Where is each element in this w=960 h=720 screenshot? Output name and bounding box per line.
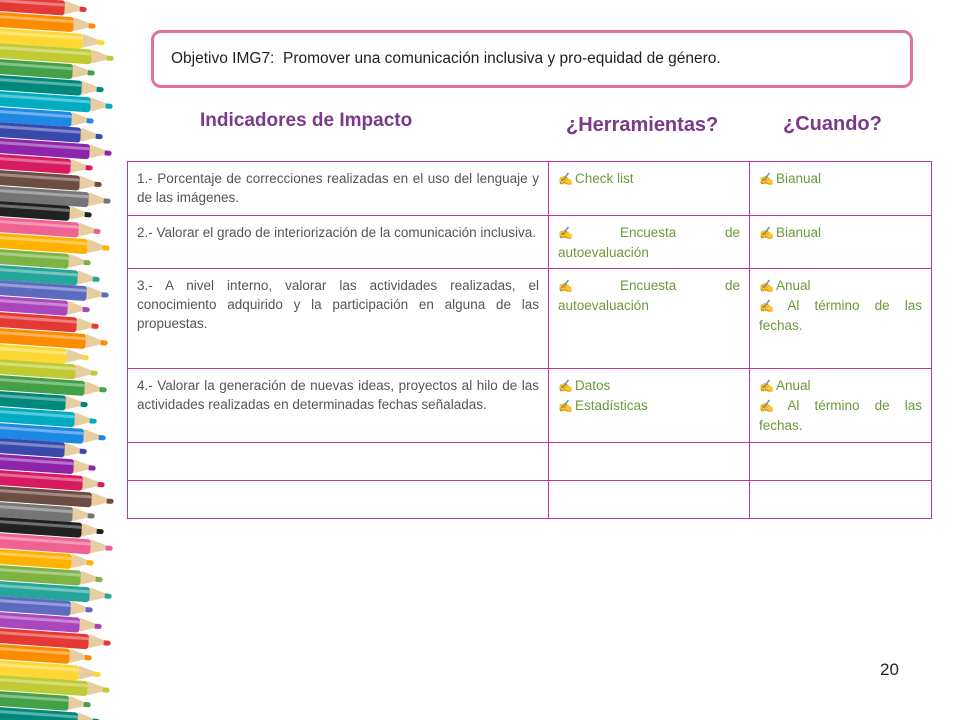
list-item: ✍ Anual: [759, 278, 811, 293]
indicator-cell: 1.- Porcentaje de correcciones realizadas en el uso del lenguaje y de las imágenes.: [128, 162, 549, 216]
writing-hand-icon: ✍: [759, 172, 774, 186]
when-cell: [750, 369, 932, 443]
objective-box: [151, 30, 913, 88]
empty-cell: [750, 443, 932, 481]
heading-indicadores: Indicadores de Impacto: [200, 110, 413, 131]
writing-hand-icon: ✍: [558, 172, 573, 186]
tool-cell: [549, 369, 750, 443]
list-item: ✍ Bianual: [759, 171, 821, 186]
empty-cell: [549, 443, 750, 481]
writing-hand-icon: ✍: [558, 399, 573, 413]
empty-table-row: [128, 443, 932, 481]
list-item: ✍ Estadísticas: [558, 398, 648, 413]
empty-cell: [128, 481, 549, 519]
list-item: ✍ Al término de las fechas.: [759, 298, 922, 333]
colored-pencils-decoration: [0, 0, 140, 720]
table-row: [128, 269, 932, 369]
indicator-cell: 2.- Valorar el grado de interiorización de la comunicación inclusiva.: [128, 216, 549, 269]
when-cell: [750, 216, 932, 269]
list-item: ✍ Encuesta de autoevaluación: [558, 278, 740, 313]
writing-hand-icon: ✍: [558, 279, 618, 293]
page-number: 20: [880, 660, 899, 679]
table-row: [128, 216, 932, 269]
empty-cell: [549, 481, 750, 519]
empty-cell: [750, 481, 932, 519]
writing-hand-icon: ✍: [759, 226, 774, 240]
heading-cuando: ¿Cuando?: [783, 113, 882, 135]
when-cell: [750, 162, 932, 216]
objective-label: Objetivo IMG7:: [171, 50, 275, 67]
tool-cell: [549, 216, 750, 269]
list-item: ✍ Encuesta de autoevaluación: [558, 225, 740, 260]
writing-hand-icon: ✍: [558, 379, 573, 393]
writing-hand-icon: ✍: [759, 399, 786, 413]
tool-cell: [549, 162, 750, 216]
list-item: ✍ Check list: [558, 171, 634, 186]
heading-herramientas: ¿Herramientas?: [566, 114, 719, 136]
writing-hand-icon: ✍: [558, 226, 618, 240]
empty-cell: [128, 443, 549, 481]
table-row: [128, 162, 932, 216]
tool-cell: [549, 269, 750, 369]
writing-hand-icon: ✍: [759, 379, 774, 393]
indicator-cell: 4.- Valorar la generación de nuevas ideas, proyectos al hilo de las actividades realizadas en determinadas fechas señaladas.: [128, 369, 549, 443]
list-item: ✍ Datos: [558, 378, 611, 393]
list-item: ✍ Al término de las fechas.: [759, 398, 922, 433]
indicator-cell: 3.- A nivel interno, valorar las actividades realizadas, el conocimiento adquirido y la participación en alguna de las propuestas.: [128, 269, 549, 369]
empty-table-row: [128, 481, 932, 519]
indicators-table: [127, 161, 932, 519]
writing-hand-icon: ✍: [759, 279, 774, 293]
list-item: ✍ Bianual: [759, 225, 821, 240]
when-cell: [750, 269, 932, 369]
table-row: [128, 369, 932, 443]
writing-hand-icon: ✍: [759, 299, 786, 313]
objective-text: Promover una comunicación inclusiva y pro-equidad de género.: [283, 50, 721, 67]
list-item: ✍ Anual: [759, 378, 811, 393]
